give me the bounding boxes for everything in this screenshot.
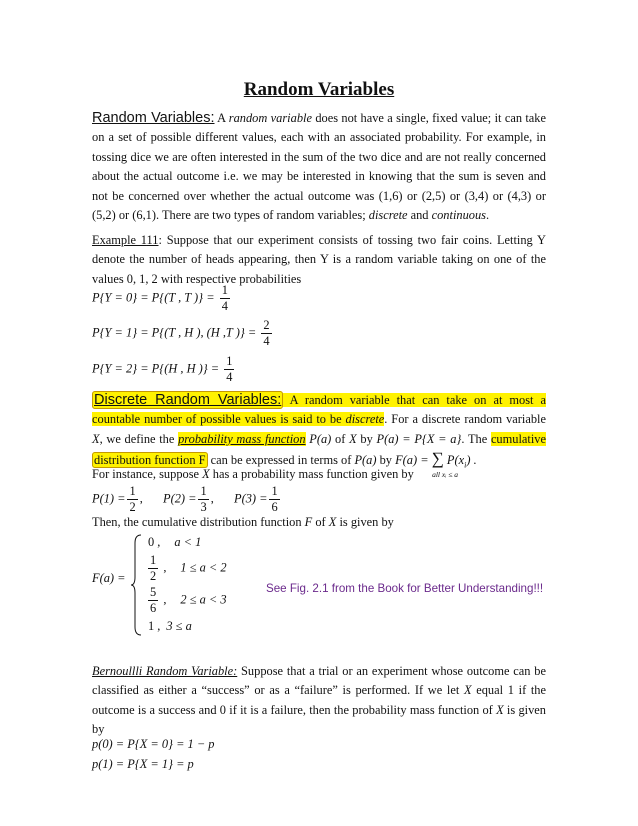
- pmf-values: P(1) = $\frac{1}{2}$ , P(2) = $\frac{1}{3}$ , P(3) = $\frac{1}{6}$: [92, 484, 278, 514]
- discrete-rv-paragraph: Discrete Random Variables: A random variable that can take on at most a countable number of possible values is said to be discrete. For a discrete random variable X, we define the probability mass function P(a) of X by P(a) = P{X = a}. The cumulative distribution function F can be expressed in terms of P(a) by F(a) = ∑ $P(x_i)$ . all xᵢ ≤ a: [92, 392, 547, 480]
- case-3: $\frac{5}{6}$ , 2 ≤ a < 3: [150, 585, 227, 615]
- discrete-rv-heading: Discrete Random Variables:: [94, 392, 282, 408]
- example-label: Example 111: [92, 233, 159, 247]
- left-brace: [130, 533, 144, 637]
- see-figure-note: See Fig. 2.1 from the Book for Better Understanding!!!: [266, 582, 544, 595]
- equation-y0: P{Y = 0} = P{(T , T )} = $\frac{1}{4}$: [92, 283, 228, 313]
- example-paragraph: Example 111: Suppose that our experiment consists of tossing two fair coins. Letting Y denote the number of heads appearing, then Y is a random variable taking on one of the values 0, 1, 2 with respective probabilities: [92, 233, 546, 286]
- bernoulli-heading: Bernoullli Random Variable:: [92, 664, 238, 678]
- equation-y1: P{Y = 1} = P{(T , H ), (H ,T )} = $\frac{2}{4}$: [92, 318, 270, 348]
- cdf-intro: Then, the cumulative distribution function F of X is given by: [92, 515, 394, 529]
- instance-paragraph: For instance, suppose X has a probability mass function given by: [92, 467, 414, 481]
- equation-y2: P{Y = 2} = P{(H , H )} = $\frac{1}{4}$: [92, 354, 233, 384]
- page-title: Random Variables: [243, 79, 395, 100]
- case-4: 1 , 3 ≤ a: [148, 619, 192, 633]
- cdf-lhs: F(a) =: [92, 571, 126, 585]
- bernoulli-paragraph: Bernoullli Random Variable: Suppose that a trial or an experiment whose outcome can be classified as either a “success” or as a “failure” is performed. If we let X equal 1 if the outcome is a success and 0 if it is a failure, then the probability mass function of X is given by: [92, 664, 547, 737]
- random-variables-paragraph: Random Variables: A random variable does not have a single, fixed value; it can take on a set of possible different values, each with an associated probability. For example, in tossing dice we are often interested in the sum of the two dice and are not really concerned about the actual outcome i.e. we may be interested in knowing that the sum is seven and not be concerned over whether the actual outcome was (1,6) or (2,5) or (3,4) or (4,3) or (5,2) or (6,1). There are two types of random variables; discrete and continuous.: [92, 110, 546, 223]
- cdf-highlight: distribution function F: [94, 453, 206, 468]
- bernoulli-eq-0: p(0) = P{X = 0} = 1 − p: [92, 737, 215, 751]
- random-variables-heading: Random Variables:: [92, 110, 215, 126]
- case-1: 0 , a < 1: [148, 535, 202, 549]
- case-2: $\frac{1}{2}$ , 1 ≤ a < 2: [150, 553, 227, 583]
- cdf-sum-formula: F(a) = ∑ $P(x_i)$ . all xᵢ ≤ a: [395, 449, 477, 480]
- bernoulli-eq-1: p(1) = P{X = 1} = p: [92, 757, 194, 771]
- pmf-highlight: probability mass function: [178, 431, 306, 446]
